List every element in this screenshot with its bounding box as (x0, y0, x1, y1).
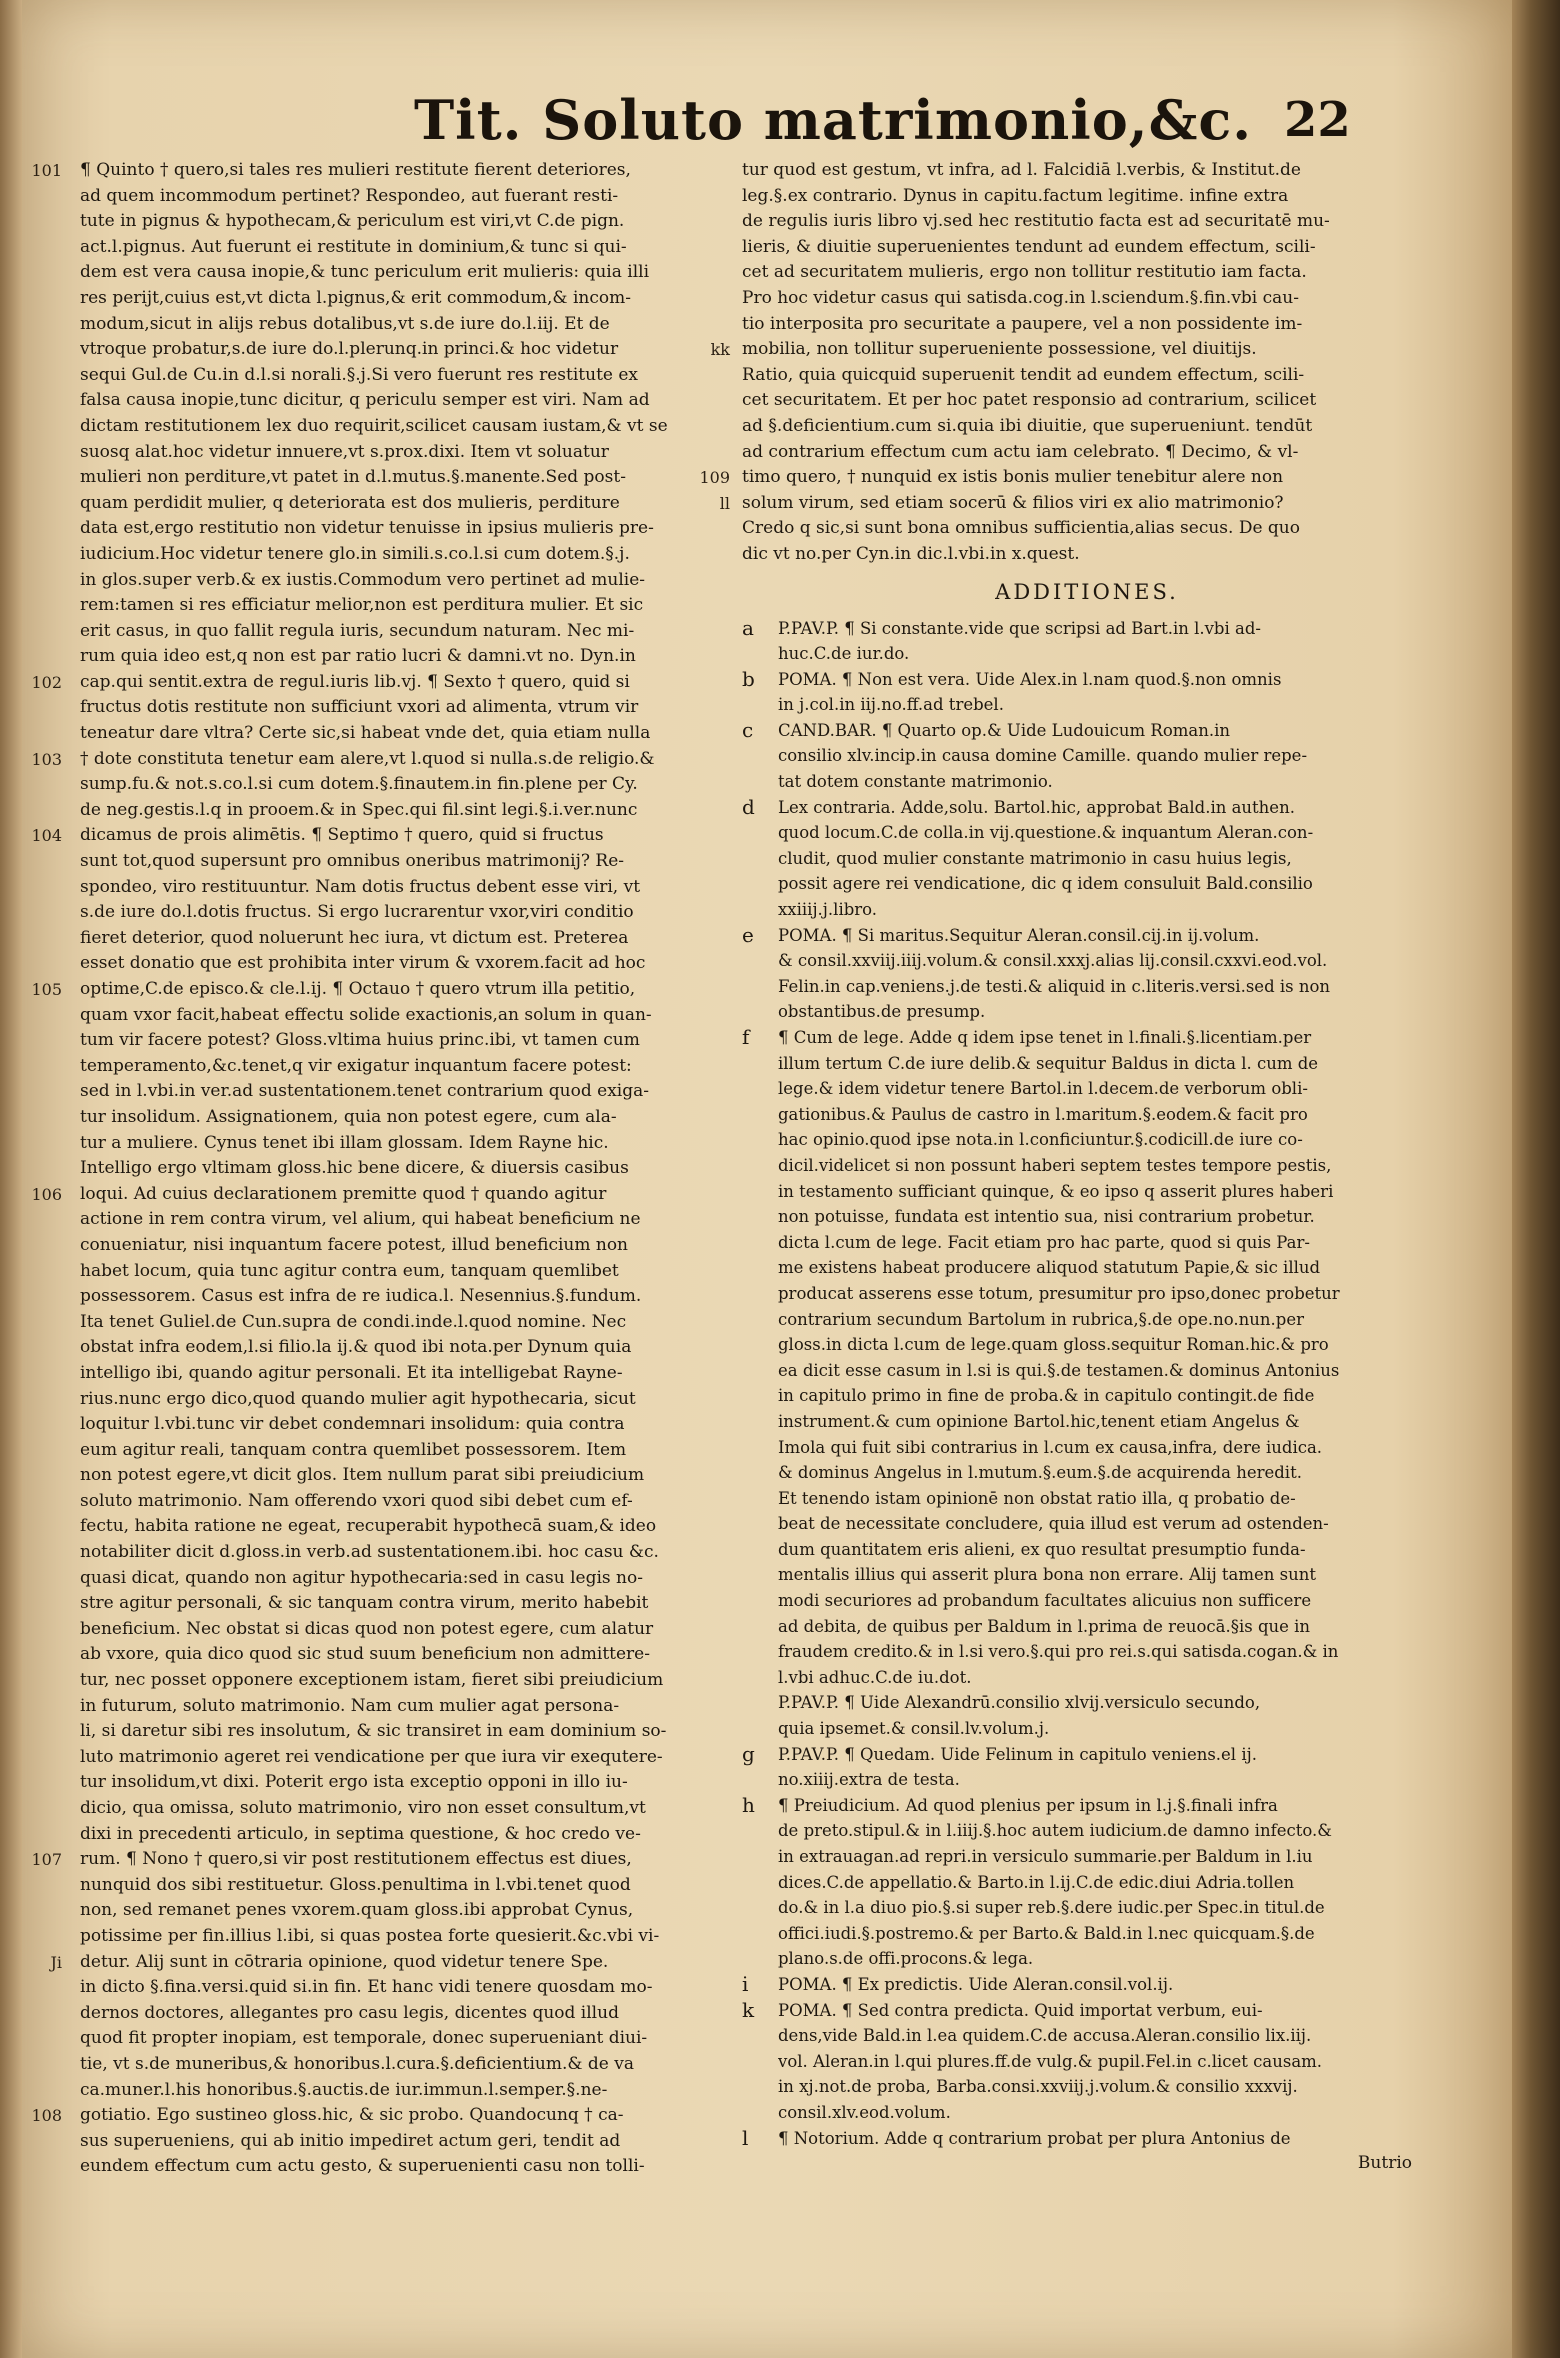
text-line: vtroque probatur,s.de iure do.l.plerunq.in princi.& hoc videtur (80, 339, 619, 360)
text-line: ab vxore, quia dico quod sic stud suum beneficium non admittere- (80, 1644, 650, 1665)
text-line: POMA. ¶ Non est vera. Uide Alex.in l.nam quod.§.non omnis (778, 669, 1282, 689)
text-line: conueniatur, nisi inquantum facere potest, illud beneficium non (80, 1234, 629, 1255)
text-line: P.PAV.P. ¶ Uide Alexandrū.consilio xlvij.versiculo secundo, (778, 1693, 1261, 1713)
text-line: xxiiij.j.libro. (778, 900, 878, 920)
text-line: sus superueniens, qui ab initio impediret actum geri, tendit ad (80, 2130, 621, 2151)
text-line: POMA. ¶ Si maritus.Sequitur Aleran.consil.cij.in ij.volum. (778, 925, 1260, 945)
text-line: notabiliter dicit d.gloss.in verb.ad sustentationem.ibi. hoc casu &c. (80, 1542, 659, 1563)
text-line: de neg.gestis.l.q in prooem.& in Spec.qui fil.sint legi.§.i.ver.nunc (80, 799, 638, 820)
text-line: sump.fu.& not.s.co.l.si cum dotem.§.finautem.in fin.plene per Cy. (80, 774, 638, 795)
text-line: POMA. ¶ Sed contra predicta. Quid importat verbum, eui- (778, 2000, 1263, 2020)
note-letter: f (742, 1025, 750, 1049)
text-line: esset donatio que est prohibita inter virum & vxorem.facit ad hoc (80, 953, 646, 974)
text-line: iudicium.Hoc videtur tenere glo.in simili.s.co.l.si cum dotem.§.j. (80, 543, 630, 564)
text-line: obstantibus.de presump. (778, 1002, 986, 1022)
text-line: ad quem incommodum pertinet? Respondeo, aut fuerant resti- (80, 185, 619, 206)
text-line: quam vxor facit,habeat effectu solide exactionis,an solum in quan- (80, 1004, 652, 1025)
text-line: huc.C.de iur.do. (778, 644, 910, 664)
text-line: luto matrimonio ageret rei vendicatione per que iura vir exequtere- (80, 1746, 663, 1767)
running-title: Tit. Soluto matrimonio,&c. (414, 88, 1253, 152)
text-line: & consil.xxviij.iiij.volum.& consil.xxxj.alias lij.consil.cxxvi.eod.vol. (778, 951, 1328, 971)
text-line: falsa causa inopie,tunc dicitur, q periculu semper est viri. Nam ad (80, 390, 650, 411)
text-line: cet ad securitatem mulieris, ergo non tollitur restitutio iam facta. (742, 262, 1307, 283)
text-line: in capitulo primo in fine de proba.& in capitulo contingit.de fide (778, 1386, 1315, 1406)
note-letter: l (742, 2125, 749, 2150)
text-line: Credo q sic,si sunt bona omnibus sufficientia,alias secus. De quo (742, 518, 1300, 539)
text-line: res perijt,cuius est,vt dicta l.pignus,& erit commodum,& incom- (80, 287, 631, 308)
text-line: in futurum, soluto matrimonio. Nam cum mulier agat persona- (80, 1695, 620, 1716)
paragraph-number: 107 (31, 1850, 62, 1870)
text-line: quam perdidit mulier, q deteriorata est dos mulieris, perditure (80, 492, 620, 513)
text-line: spondeo, viro restituuntur. Nam dotis fructus debent esse viri, vt (80, 876, 641, 897)
note-letter: k (742, 1997, 755, 2022)
text-line: dices.C.de appellatio.& Barto.in l.ij.C.de edic.diui Adria.tollen (778, 1872, 1295, 1892)
text-line: non, sed remanet penes vxorem.quam gloss.ibi approbat Cynus, (80, 1900, 634, 1921)
text-line: ca.muner.l.his honoribus.§.auctis.de iur.immun.l.semper.§.ne- (80, 2079, 608, 2100)
addition-note (742, 1742, 1432, 1793)
text-line: in glos.super verb.& ex iustis.Commodum vero pertinet ad mulie- (80, 569, 646, 590)
text-line: POMA. ¶ Ex predictis. Uide Aleran.consil.vol.ij. (778, 1974, 1174, 1994)
text-line: habet locum, quia tunc agitur contra eum, tanquam quemlibet (80, 1260, 619, 1281)
addition-note (742, 616, 1432, 667)
addition-note (742, 2126, 1432, 2152)
text-line: tio interposita pro securitate a paupere, vel a non possidente im- (742, 313, 1303, 334)
text-line: loqui. Ad cuius declarationem premitte quod † quando agitur (80, 1183, 607, 1204)
document-page (22, 0, 1512, 2358)
text-line: lege.& idem videtur tenere Bartol.in l.decem.de verborum obli- (778, 1079, 1308, 1099)
text-line: P.PAV.P. ¶ Quedam. Uide Felinum in capitulo veniens.el ij. (778, 1744, 1257, 1764)
margin-note: ll (719, 493, 730, 513)
text-line: detur. Alij sunt in cōtraria opinione, quod videtur tenere Spe. (80, 1951, 609, 1972)
text-line: data est,ergo restitutio non videtur tenuisse in ipsius mulieris pre- (80, 518, 654, 539)
text-line: modi securiores ad probandum facultates alicuius non sufficere (778, 1591, 1312, 1611)
text-line: teneatur dare vltra? Certe sic,si habeat vnde det, quia etiam nulla (80, 723, 651, 744)
text-line: cap.qui sentit.extra de regul.iuris lib.vj. ¶ Sexto † quero, quid si (80, 671, 630, 692)
text-line: fructus dotis restitute non sufficiunt vxori ad alimenta, vtrum vir (80, 697, 639, 718)
text-line: vol. Aleran.in l.qui plures.ff.de vulg.& pupil.Fel.in c.licet causam. (778, 2051, 1323, 2071)
text-line: instrument.& cum opinione Bartol.hic,tenent etiam Angelus & (778, 1411, 1300, 1431)
text-line: fraudem credito.& in l.si vero.§.qui pro rei.s.qui satisda.cogan.& in (778, 1642, 1339, 1662)
text-line: CAND.BAR. ¶ Quarto op.& Uide Ludouicum Roman.in (778, 720, 1231, 740)
note-letter: i (742, 1971, 749, 1996)
text-line: rum quia ideo est,q non est par ratio lucri & damni.vt no. Dyn.in (80, 646, 636, 667)
text-line: modum,sicut in alijs rebus dotalibus,vt s.de iure do.l.iij. Et de (80, 313, 610, 334)
text-line: optime,C.de episco.& cle.l.ij. ¶ Octauo † quero vtrum illa petitio, (80, 979, 636, 999)
text-line: de preto.stipul.& in l.iiij.§.hoc autem iudicium.de damno infecto.& (778, 1821, 1332, 1841)
main-text (699, 158, 1432, 568)
text-line: temperamento,&c.tenet,q vir exigatur inquantum facere potest: (80, 1055, 632, 1076)
text-line: eum agitur reali, tanquam contra quemlibet possessorem. Item (80, 1439, 627, 1460)
text-line: ad contrarium effectum cum actu iam celebrato. ¶ Decimo, & vl- (742, 441, 1299, 462)
folio-number: 22 (1284, 92, 1351, 148)
text-line: in xj.not.de proba, Barba.consi.xxviij.j.volum.& consilio xxxvij. (778, 2077, 1298, 2097)
paragraph-number: 106 (31, 1184, 62, 1204)
text-line: me existens habeat producere aliquod statutum Papie,& sic illud (778, 1258, 1321, 1278)
text-line: intelligo ibi, quando agitur personali. Et ita intelligebat Rayne- (80, 1362, 623, 1383)
text-line: consil.xlv.eod.volum. (778, 2102, 951, 2122)
text-line: quia ipsemet.& consil.lv.volum.j. (778, 1719, 1050, 1739)
paragraph (31, 1182, 760, 1847)
paragraph (31, 977, 760, 1182)
text-line: solum virum, sed etiam socerū & filios viri ex alio matrimonio? (742, 492, 1284, 513)
text-line: contrarium secundum Bartolum in rubrica,§.de ope.no.nun.per (778, 1309, 1304, 1329)
text-line: do.& in l.a diuo pio.§.si super reb.§.dere iudic.per Spec.in titul.de (778, 1898, 1325, 1918)
left-column (31, 158, 760, 2180)
paragraph (31, 2103, 760, 2180)
text-line: dum quantitatem eris alieni, ex quo resultat presumptio funda- (778, 1539, 1306, 1559)
text-line: tute in pignus & hypothecam,& periculum est viri,vt C.de pign. (80, 211, 625, 232)
text-line: de regulis iuris libro vj.sed hec restitutio facta est ad securitatē mu- (742, 211, 1330, 232)
text-line: tur insolidum,vt dixi. Poterit ergo ista exceptio opponi in illo iu- (80, 1772, 628, 1793)
text-line: l.vbi adhuc.C.de iu.dot. (778, 1667, 972, 1687)
paragraph-number: 105 (31, 980, 62, 999)
text-line: quod locum.C.de colla.in vij.questione.& inquantum Aleran.con- (778, 823, 1314, 843)
text-line: ea dicit esse casum in l.si is qui.§.de testamen.& dominus Antonius (778, 1360, 1340, 1380)
text-line: mentalis illius qui asserit plura bona non errare. Alij tamen sunt (778, 1565, 1317, 1585)
text-line: rius.nunc ergo dico,quod quando mulier agit hypothecaria, sicut (80, 1388, 636, 1409)
text-line: possessorem. Casus est infra de re iudica.l. Nesennius.§.fundum. (80, 1286, 642, 1307)
text-line: cludit, quod mulier constante matrimonio in casu huius legis, (778, 848, 1292, 868)
addition-note (742, 923, 1432, 1025)
addition-note (742, 1793, 1432, 1972)
addition-note (742, 718, 1432, 795)
text-line: ¶ Quinto † quero,si tales res mulieri restitute fierent deteriores, (80, 160, 631, 180)
addition-note (742, 1998, 1432, 2126)
text-line: possit agere rei vendicatione, dic q idem consuluit Bald.consilio (778, 874, 1313, 894)
text-line: gotiatio. Ego sustineo gloss.hic, & sic probo. Quandocunq † ca- (80, 2105, 624, 2126)
text-line: dicamus de prois alimētis. ¶ Septimo † quero, quid si fructus (80, 825, 604, 846)
text-line: suosq alat.hoc videtur innuere,vt s.prox.dixi. Item vt soluatur (80, 441, 609, 462)
text-line: & dominus Angelus in l.mutum.§.eum.§.de acquirenda heredit. (778, 1463, 1302, 1483)
margin-note: 109 (699, 468, 730, 488)
note-letter: a (742, 615, 754, 640)
text-line: dicil.videlicet si non possunt haberi septem testes tempore pestis, (778, 1155, 1332, 1175)
text-line: gloss.in dicta l.cum de lege.quam gloss.sequitur Roman.hic.& pro (778, 1335, 1329, 1355)
text-line: erit casus, in quo fallit regula iuris, secundum naturam. Nec mi- (80, 620, 635, 641)
paragraph-number: 108 (31, 2106, 62, 2126)
text-line: Lex contraria. Adde,solu. Bartol.hic, approbat Bald.in authen. (778, 797, 1295, 817)
text-line: illum tertum C.de iure delib.& sequitur Baldus in dicta l. cum de (778, 1053, 1319, 1073)
text-line: ad §.deficientium.cum si.quia ibi diuitie, que superueniunt. tendūt (742, 415, 1313, 436)
text-line: plano.s.de offi.procons.& lega. (778, 1949, 1034, 1969)
text-line: non potuisse, fundata est intentio sua, nisi contrarium probetur. (778, 1207, 1315, 1227)
paragraph-number: 101 (31, 161, 62, 180)
additiones-heading: ADDITIONES. (995, 579, 1179, 604)
addition-note (742, 795, 1432, 923)
note-letter: h (742, 1792, 755, 1817)
text-line: Ratio, quia quicquid superuenit tendit ad eundem effectum, scili- (742, 364, 1305, 385)
text-line: actione in rem contra virum, vel alium, qui habeat beneficium ne (80, 1209, 641, 1230)
paragraph (31, 158, 760, 670)
text-line: Ita tenet Guliel.de Cun.supra de condi.inde.l.quod nomine. Nec (80, 1311, 627, 1332)
text-line: ¶ Cum de lege. Adde q idem ipse tenet in l.finali.§.licentiam.per (778, 1028, 1312, 1047)
text-line: quod fit propter inopiam, est temporale, donec superueniant diui- (80, 2028, 648, 2049)
text-line: s.de iure do.l.dotis fructus. Si ergo lucrarentur vxor,viri conditio (80, 902, 634, 923)
text-line: ¶ Notorium. Adde q contrarium probat per plura Antonius de (778, 2128, 1291, 2148)
text-line: Intelligo ergo vltimam gloss.hic bene dicere, & diuersis casibus (80, 1158, 629, 1179)
text-line: in extrauagan.ad repri.in versiculo summarie.per Baldum in l.iu (778, 1847, 1313, 1866)
text-line: tur a muliere. Cynus tenet ibi illam glossam. Idem Rayne hic. (80, 1132, 609, 1153)
text-line: tat dotem constante matrimonio. (778, 772, 1053, 792)
text-line: fieret deterior, quod noluerunt hec iura, vt dictum est. Preterea (80, 927, 629, 948)
text-line: potissime per fin.illius l.ibi, si quas postea forte quesierit.&c.vbi vi- (80, 1925, 660, 1946)
paragraph-number: 102 (31, 672, 62, 692)
paragraph (31, 1847, 760, 2103)
text-line: gationibus.& Paulus de castro in l.maritum.§.eodem.& facit pro (778, 1104, 1308, 1124)
addition-note (742, 1690, 1432, 1741)
text-line: beneficium. Nec obstat si dicas quod non potest egere, cum alatur (80, 1618, 654, 1639)
margin-note: kk (710, 340, 730, 360)
note-letter: b (742, 666, 755, 691)
catchword: Butrio (1357, 2153, 1412, 2174)
paragraph (31, 823, 760, 977)
text-line: cet securitatem. Et per hoc patet responsio ad contrarium, scilicet (742, 390, 1317, 411)
text-line: obstat infra eodem,l.si filio.la ij.& quod ibi nota.per Dynum quia (80, 1337, 632, 1358)
text-line: nunquid dos sibi restituetur. Gloss.penultima in l.vbi.tenet quod (80, 1874, 631, 1895)
text-line: ¶ Preiudicium. Ad quod plenius per ipsum in l.j.§.finali infra (778, 1795, 1278, 1815)
margin-note: Ji (50, 1952, 62, 1972)
right-column (699, 158, 1432, 2177)
book-edge (1512, 0, 1560, 2358)
text-line: sunt tot,quod supersunt pro omnibus oneribus matrimonij? Re- (80, 851, 625, 872)
text-line: fectu, habita ratione ne egeat, recuperabit hypothecā suam,& ideo (80, 1516, 657, 1537)
note-letter: g (742, 1741, 755, 1766)
text-line: in j.col.in iij.no.ff.ad trebel. (778, 695, 1004, 715)
text-line: Imola qui fuit sibi contrarius in l.cum ex causa,infra, dere iudica. (778, 1437, 1323, 1457)
text-line: † dote constituta tenetur eam alere,vt l.quod si nulla.s.de religio.& (80, 748, 655, 769)
text-line: tur quod est gestum, vt infra, ad l. Falcidiā l.verbis, & Institut.de (742, 160, 1301, 180)
text-line: tur insolidum. Assignationem, quia non potest egere, cum ala- (80, 1106, 617, 1127)
facing-page-edge (0, 0, 22, 2358)
paragraph-number: 103 (31, 749, 62, 769)
text-line: loquitur l.vbi.tunc vir debet condemnari insolidum: quia contra (80, 1414, 625, 1435)
addition-note (742, 667, 1432, 718)
text-line: leg.§.ex contrario. Dynus in capitu.factum legitime. infine extra (742, 185, 1289, 206)
text-line: dixi in precedenti articulo, in septima questione, & hoc credo ve- (80, 1823, 641, 1844)
text-line: tum vir facere potest? Gloss.vltima huius princ.ibi, vt tamen cum (80, 1030, 640, 1051)
text-line: dicta l.cum de lege. Facit etiam pro hac parte, quod si quis Par- (778, 1232, 1310, 1252)
text-line: consilio xlv.incip.in causa domine Camille. quando mulier repe- (778, 746, 1308, 766)
text-line: P.PAV.P. ¶ Si constante.vide que scripsi ad Bart.in l.vbi ad- (778, 618, 1261, 638)
running-header (22, 88, 1512, 158)
text-line: no.xiiij.extra de testa. (778, 1770, 960, 1790)
text-line: Pro hoc videtur casus qui satisda.cog.in l.sciendum.§.fin.vbi cau- (742, 287, 1299, 308)
text-line: soluto matrimonio. Nam offerendo vxori quod sibi debet cum ef- (80, 1490, 633, 1511)
text-line: non potest egere,vt dicit glos. Item nullum parat sibi preiudicium (80, 1465, 645, 1486)
text-line: tur, nec posset opponere exceptionem istam, fieret sibi preiudicium (80, 1670, 664, 1691)
text-line: sequi Gul.de Cu.in d.l.si norali.§.j.Si vero fuerunt res restitute ex (80, 364, 639, 385)
text-line: sed in l.vbi.in ver.ad sustentationem.tenet contrarium quod exiga- (80, 1081, 649, 1102)
text-line: mulieri non perditure,vt patet in d.l.mutus.§.manente.Sed post- (80, 467, 626, 488)
text-line: dicio, qua omissa, soluto matrimonio, viro non esset consultum,vt (80, 1798, 646, 1818)
text-line: eundem effectum cum actu gesto, & superuenienti casu non tolli- (80, 2156, 645, 2177)
paragraph-number: 104 (31, 826, 62, 846)
text-line: mobilia, non tollitur superueniente possessione, vel diuitijs. (742, 339, 1257, 360)
text-line: dernos doctores, allegantes pro casu legis, dicentes quod illud (80, 2002, 619, 2023)
text-line: Felin.in cap.veniens.j.de testi.& aliquid in c.literis.versi.sed is non (778, 976, 1331, 996)
text-line: stre agitur personali, & sic tanquam contra virum, merito habebit (80, 1593, 649, 1614)
note-letter: c (742, 717, 754, 742)
text-line: act.l.pignus. Aut fuerunt ei restitute in dominium,& tunc si qui- (80, 236, 627, 257)
text-line: offici.iudi.§.postremo.& per Barto.& Bald.in l.nec quicquam.§.de (778, 1923, 1315, 1943)
text-line: dictam restitutionem lex duo requirit,scilicet causam iustam,& vt se (80, 415, 668, 436)
text-line: producat asserens esse totum, presumitur pro ipso,donec probetur (778, 1283, 1340, 1303)
text-line: rum. ¶ Nono † quero,si vir post restitutionem effectus est diues, (80, 1849, 632, 1870)
addition-note (742, 1972, 1432, 1998)
text-line: hac opinio.quod ipse nota.in l.conficiuntur.§.codicill.de iure co- (778, 1130, 1303, 1150)
note-letter: e (742, 922, 754, 947)
text-line: Et tenendo istam opinionē non obstat ratio illa, q probatio de- (778, 1488, 1296, 1508)
note-letter: d (742, 794, 755, 819)
text-line: dens,vide Bald.in l.ea quidem.C.de accusa.Aleran.consilio lix.iij. (778, 2026, 1312, 2046)
text-line: beat de necessitate concludere, quia illud est verum ad ostenden- (778, 1514, 1329, 1534)
text-line: lieris, & diuitie superuenientes tendunt ad eundem effectum, scili- (742, 236, 1316, 257)
text-line: tie, vt s.de muneribus,& honoribus.l.cura.§.deficientium.& de va (80, 2053, 634, 2074)
text-line: timo quero, † nunquid ex istis bonis mulier tenebitur alere non (742, 467, 1284, 488)
addition-note (742, 1025, 1432, 1690)
text-line: quasi dicat, quando non agitur hypothecaria:sed in casu legis no- (80, 1567, 643, 1588)
text-line: li, si daretur sibi res insolutum, & sic transiret in eam dominium so- (80, 1721, 667, 1742)
text-line: dem est vera causa inopie,& tunc periculum erit mulieris: quia illi (80, 262, 650, 283)
paragraph (31, 670, 760, 747)
paragraph (31, 747, 760, 824)
text-line: dic vt no.per Cyn.in dic.l.vbi.in x.quest. (742, 543, 1080, 564)
text-line: ad debita, de quibus per Baldum in l.prima de reuocā.§is que in (778, 1616, 1311, 1636)
text-line: in dicto §.fina.versi.quid si.in fin. Et hanc vidi tenere quosdam mo- (80, 1977, 653, 1998)
text-line: rem:tamen si res efficiatur melior,non est perditura mulier. Et sic (80, 595, 644, 616)
text-line: in testamento sufficiant quinque, & eo ipso q asserit plures haberi (778, 1181, 1334, 1201)
